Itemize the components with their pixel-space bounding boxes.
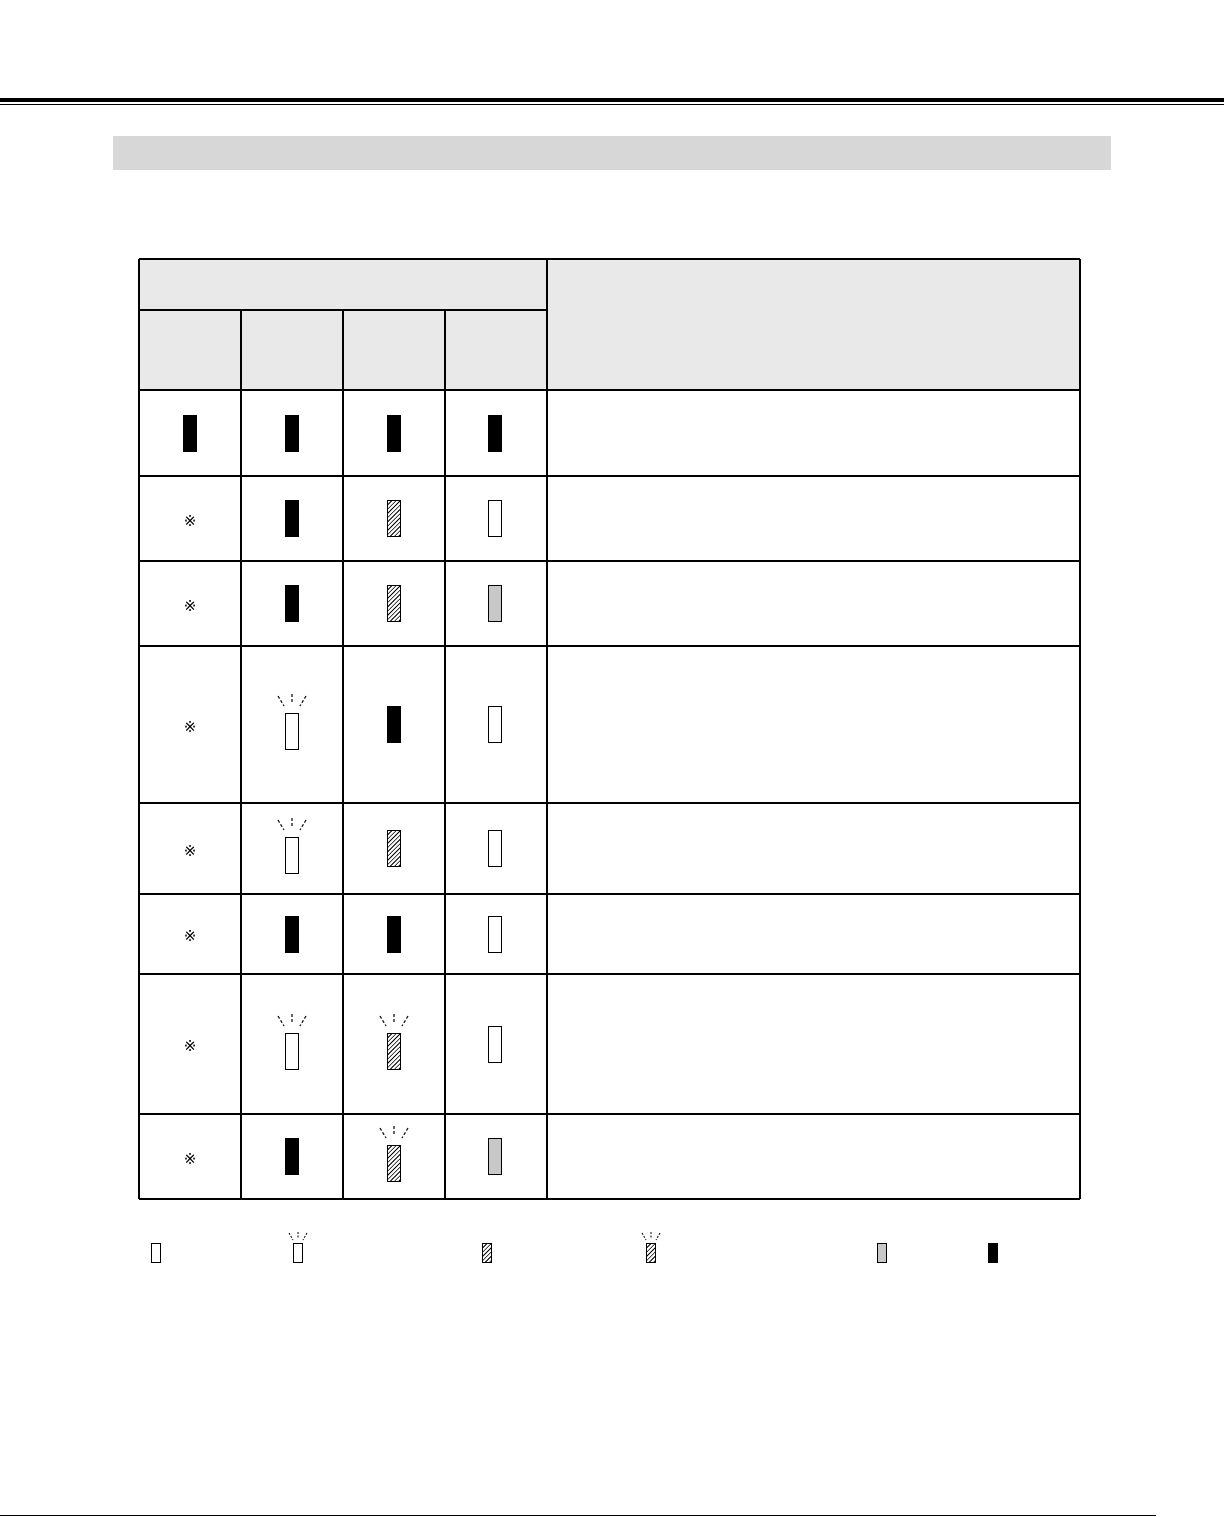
indicator-off-icon (488, 830, 502, 867)
table-header-background (139, 259, 1080, 390)
indicator-off-icon (488, 1026, 502, 1063)
indicator-on-icon (183, 415, 197, 452)
asterisk-mark: ※ (183, 841, 197, 860)
indicator-gray-icon (488, 1138, 502, 1175)
indicator-on-icon (285, 500, 299, 537)
flash-rays-icon (638, 1231, 664, 1243)
indicator-off-icon (488, 916, 502, 953)
indicator-on-icon (387, 415, 401, 452)
indicator-hatch-flashing-icon (387, 1033, 401, 1070)
indicator-gray-icon (877, 1243, 887, 1263)
flash-rays-icon (372, 1125, 416, 1145)
indicator-off-flashing-icon (285, 1033, 299, 1070)
indicator-on-icon (285, 1138, 299, 1175)
flash-rays-icon (270, 693, 314, 713)
indicator-on-icon (285, 585, 299, 622)
indicator-hatch-flashing-icon (646, 1243, 656, 1263)
indicator-hatch-icon (387, 500, 401, 537)
indicator-off-flashing-icon (285, 713, 299, 750)
flash-rays-icon (372, 1013, 416, 1033)
indicator-off-icon (488, 706, 502, 743)
indicator-off-icon (151, 1243, 161, 1263)
indicator-hatch-icon (482, 1243, 492, 1263)
indicator-on-icon (387, 706, 401, 743)
indicator-on-icon (988, 1243, 998, 1263)
asterisk-mark: ※ (183, 1037, 197, 1055)
indicator-on-icon (387, 916, 401, 953)
indicator-gray-icon (488, 585, 502, 622)
indicator-on-icon (285, 916, 299, 953)
indicator-off-flashing-icon (285, 837, 299, 874)
indicator-hatch-flashing-icon (387, 1145, 401, 1182)
indicator-off-icon (488, 500, 502, 537)
asterisk-mark: ※ (183, 927, 197, 945)
indicator-hatch-icon (387, 585, 401, 622)
indicator-off-flashing-icon (293, 1243, 303, 1263)
bottom-rule (0, 1515, 1156, 1516)
asterisk-mark: ※ (183, 511, 197, 530)
flash-rays-icon (270, 817, 314, 837)
asterisk-mark: ※ (183, 1149, 197, 1168)
indicator-on-icon (488, 415, 502, 452)
flash-rays-icon (270, 1013, 314, 1033)
flash-rays-icon (285, 1231, 311, 1243)
indicator-on-icon (285, 415, 299, 452)
asterisk-mark: ※ (183, 717, 197, 736)
indicator-hatch-icon (387, 830, 401, 867)
asterisk-mark: ※ (183, 596, 197, 615)
